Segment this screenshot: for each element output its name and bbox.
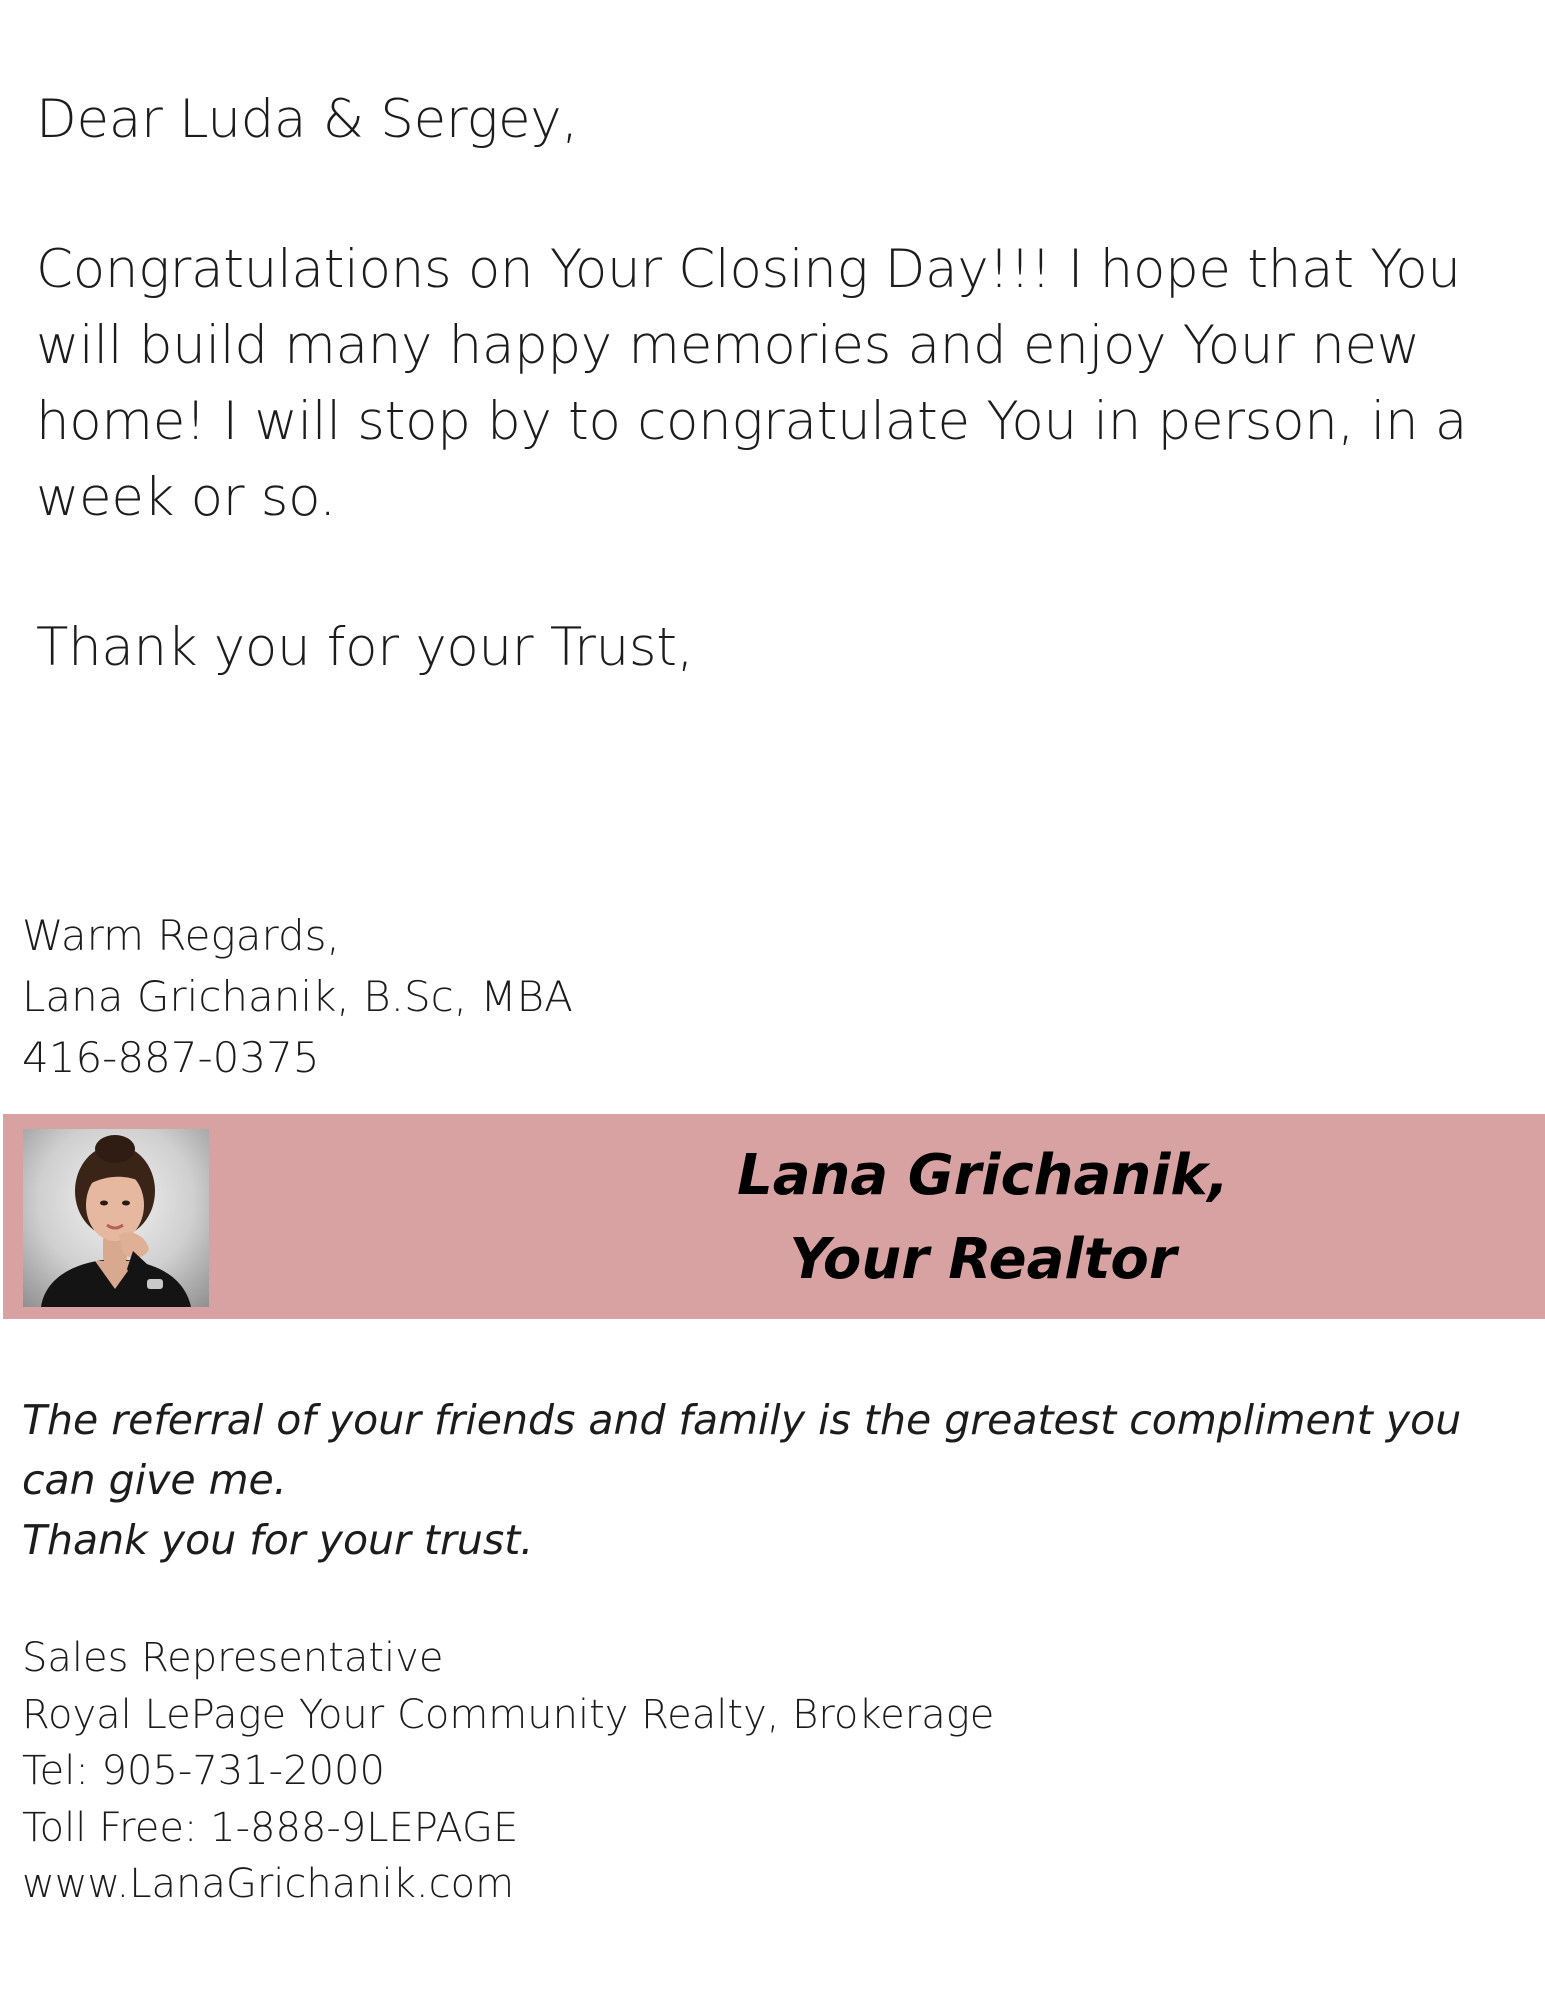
letter-salutation: Dear Luda & Sergey,: [36, 89, 578, 150]
realtor-banner: [3, 1114, 1545, 1319]
contact-block: [22, 1630, 994, 1913]
referral-line1: The referral of your friends and family is the greatest compliment you can give me.: [22, 1396, 1462, 1504]
contact-toll-free: Toll Free: 1-888-9LEPAGE: [22, 1804, 519, 1851]
contact-title: Sales Representative: [22, 1635, 444, 1681]
portrait-photo-icon: [23, 1129, 209, 1307]
contact-tel: Tel: 905-731-2000: [22, 1748, 385, 1794]
banner-title-line1: Lana Grichanik,: [737, 1143, 1229, 1208]
referral-line2: Thank you for your trust.: [22, 1516, 534, 1564]
letter-thanks: Thank you for your Trust,: [36, 617, 694, 678]
signature-phone: 416-887-0375: [22, 1033, 320, 1082]
contact-website[interactable]: www.LanaGrichanik.com: [22, 1861, 515, 1907]
contact-brokerage: Royal LePage Your Community Realty, Brokerage: [22, 1691, 995, 1738]
banner-title: [623, 1134, 1343, 1302]
signature-name: Lana Grichanik, B.Sc, MBA: [22, 972, 573, 1021]
referral-message: [22, 1390, 1522, 1570]
banner-title-line2: Your Realtor: [789, 1227, 1177, 1292]
signature-closing: Warm Regards,: [22, 911, 340, 960]
signature-block: [22, 905, 573, 1088]
letter-body: Congratulations on Your Closing Day!!! I hope that You will build many happy memories and enjoy Your new home! I will stop by to congratulate You in person, in a week or so.: [36, 239, 1468, 528]
